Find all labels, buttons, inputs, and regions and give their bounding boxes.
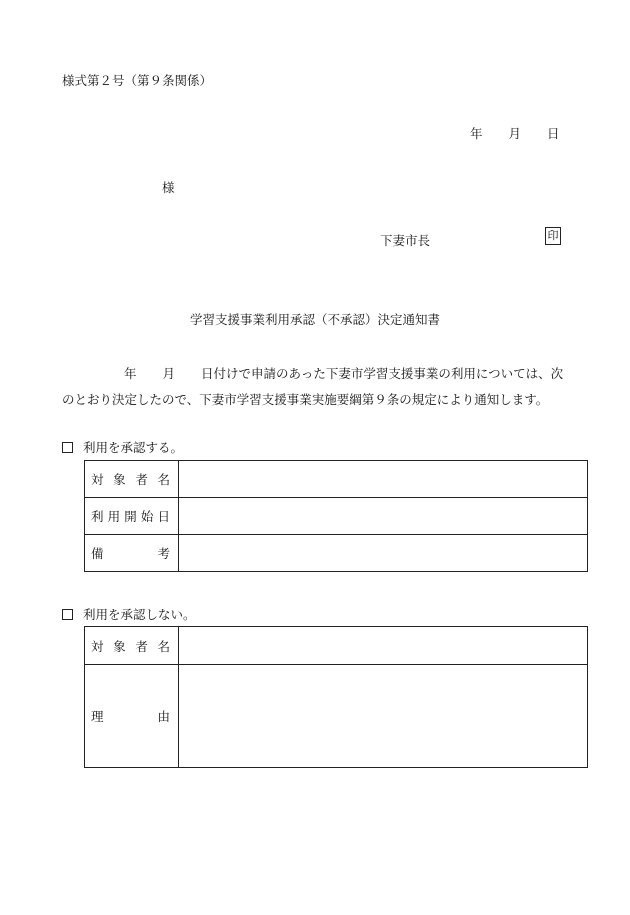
row-label: 対 象 者 名 xyxy=(85,627,179,665)
reason-field[interactable] xyxy=(179,665,588,768)
approval-table xyxy=(84,460,588,572)
body-line1-text: 日付けで申請のあった下妻市学習支援事業の利用については、次 xyxy=(201,366,564,381)
remarks-field[interactable] xyxy=(179,535,588,572)
body-year-label: 年 xyxy=(124,366,137,381)
issuer-title: 下妻市長 xyxy=(380,233,431,248)
reject-option[interactable] xyxy=(62,605,196,623)
row-label: 備 考 xyxy=(85,535,179,572)
document-title: 学習支援事業利用承認（不承認）決定通知書 xyxy=(189,312,440,327)
approve-checkbox[interactable] xyxy=(62,442,73,453)
approve-option-label: 利用を承認する。 xyxy=(83,440,184,455)
target-person-name-field[interactable] xyxy=(179,627,588,665)
table-row xyxy=(85,627,588,665)
date-year-label: 年 xyxy=(470,126,483,141)
table-row xyxy=(85,665,588,768)
date-day-label: 日 xyxy=(547,126,560,141)
reject-option-label: 利用を承認しない。 xyxy=(83,607,196,622)
reject-checkbox[interactable] xyxy=(62,609,73,620)
addressee-suffix: 様 xyxy=(162,180,175,195)
approve-option[interactable] xyxy=(62,438,183,456)
start-date-field[interactable] xyxy=(179,498,588,535)
table-row xyxy=(85,461,588,498)
row-label: 対 象 者 名 xyxy=(85,461,179,498)
target-person-name-field[interactable] xyxy=(179,461,588,498)
date-line xyxy=(470,124,560,142)
row-label: 利 用 開 始 日 xyxy=(85,498,179,535)
seal-mark: 印 xyxy=(545,227,561,245)
row-label: 理 由 xyxy=(85,665,179,768)
table-row xyxy=(85,535,588,572)
date-month-label: 月 xyxy=(508,126,522,141)
body-paragraph xyxy=(62,361,582,413)
table-row xyxy=(85,498,588,535)
form-number: 様式第２号（第９条関係） xyxy=(62,73,213,88)
body-line2-text: のとおり決定したので、下妻市学習支援事業実施要綱第９条の規定により通知します。 xyxy=(62,392,549,407)
body-month-label: 月 xyxy=(162,366,176,381)
rejection-table xyxy=(84,626,588,768)
